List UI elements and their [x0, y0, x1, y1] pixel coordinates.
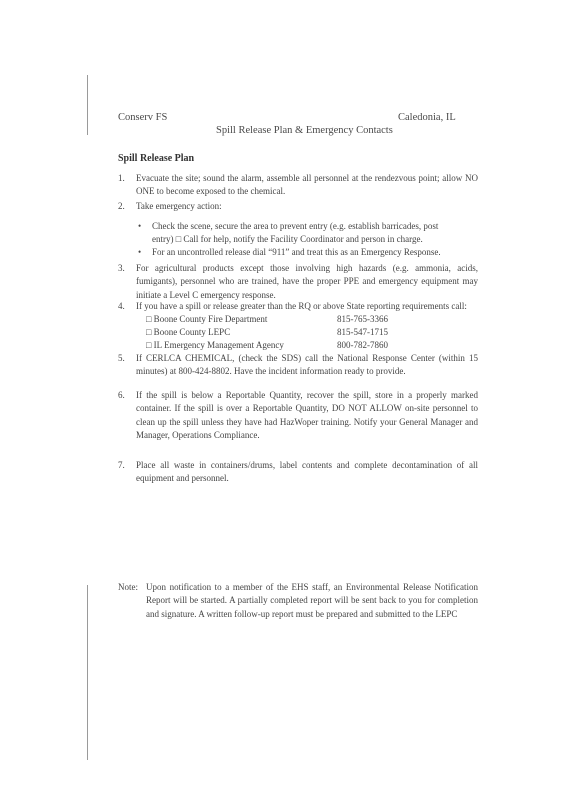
bullet-text: Check the scene, secure the area to prevent entry (e.g. establish barricades, post entry) □ Call for help, notify the Facility Coordinator and person in charge. — [152, 221, 439, 245]
bullet-item — [138, 220, 460, 247]
scan-margin-line-bottom — [87, 585, 88, 760]
item-text: Take emergency action: — [136, 201, 222, 211]
item-number: 5. — [118, 353, 125, 363]
list-item — [118, 262, 478, 302]
item-text: For agricultural products except those involving high hazards (e.g. ammonia, acids, fumigants), personnel who are trained, have the proper PPE and emergency equipment may initiate a Level C emergency response. — [136, 263, 478, 300]
bullet-item — [138, 246, 460, 259]
contact-phone: 815-765-3366 — [337, 314, 388, 324]
contact-name: □ IL Emergency Management Agency — [146, 340, 284, 350]
note — [118, 581, 478, 621]
item-number: 4. — [118, 301, 125, 311]
scan-margin-line-top — [87, 75, 88, 135]
item-number: 2. — [118, 201, 125, 211]
item-text: Place all waste in containers/drums, label contents and complete decontamination of all equipment and personnel. — [136, 460, 478, 484]
list-item — [118, 200, 478, 213]
list-item — [118, 172, 478, 199]
bullet-icon: • — [138, 221, 142, 231]
contact-name: □ Boone County LEPC — [146, 327, 231, 337]
contact-name: □ Boone County Fire Department — [146, 314, 268, 324]
item-text: Evacuate the site; sound the alarm, assemble all personnel at the rendezvous point; allow NO ONE to become exposed to the chemical. — [136, 173, 478, 197]
bullet-icon: • — [138, 247, 142, 257]
item-number: 6. — [118, 390, 125, 400]
item-number: 1. — [118, 173, 125, 183]
note-text: Upon notification to a member of the EHS staff, an Environmental Release Notification Report will be started. A partially completed report will be sent back to you for completion and signature. A written follow-up report must be prepared and submitted to the LEPC — [146, 582, 478, 619]
contact-phone: 800-782-7860 — [337, 340, 388, 350]
list-item — [118, 459, 478, 486]
item-number: 7. — [118, 460, 125, 470]
company-name: Conserv FS — [118, 112, 168, 123]
item-text: If the spill is below a Reportable Quantity, recover the spill, store in a properly marked container. If the spill is over a Reportable Quantity, DO NOT ALLOW on-site personnel to clean up the spill unless they have had HazWoper training. Notify your General Manager and Manager, Operations Compliance. — [136, 390, 478, 440]
location: Caledonia, IL — [398, 112, 456, 123]
list-item — [118, 300, 478, 313]
list-item — [118, 352, 478, 379]
bullet-text: For an uncontrolled release dial “911” and treat this as an Emergency Response. — [152, 247, 441, 257]
section-title: Spill Release Plan — [118, 153, 195, 164]
item-text: If you have a spill or release greater than the RQ or above State reporting requirements call: — [136, 301, 467, 311]
item-text: If CERLCA CHEMICAL, (check the SDS) call the National Response Center (within 15 minutes) at 800-424-8802. Have the incident information ready to provide. — [136, 353, 478, 377]
item-number: 3. — [118, 263, 125, 273]
contact-phone: 815-547-1715 — [337, 327, 388, 337]
list-item — [118, 389, 478, 442]
note-label: Note: — [118, 582, 138, 592]
page-title: Spill Release Plan & Emergency Contacts — [216, 125, 393, 136]
